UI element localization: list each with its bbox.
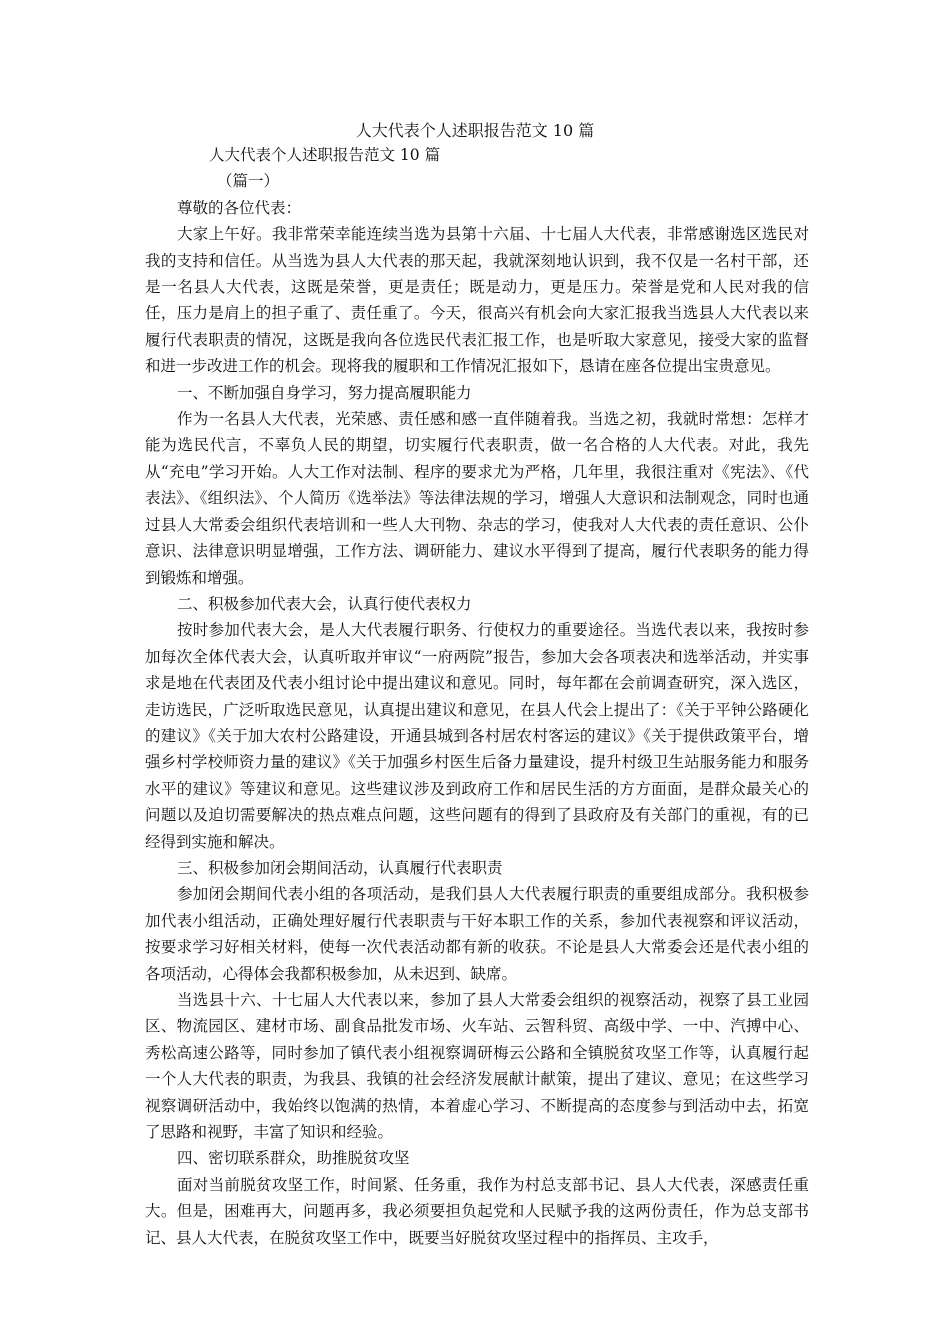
paragraph-section-3a: 参加闭会期间代表小组的各项活动，是我们县人大代表履行职责的重要组成部分。我积极参加代表小组活动，正确处理好履行代表职责与干好本职工作的关系，参加代表视察和评议活动，按要求学习好相关材料，使每一次代表活动都有新的收获。不论是县人大常委会还是代表小组的各项活动，心得体会我都积极参加，从未迟到、缺席。 xyxy=(145,885,809,983)
document-subtitle: 人大代表个人述职报告范文 10 篇 xyxy=(209,146,441,164)
paragraph-section-3b: 当选县十六、十七届人大代表以来，参加了县人大常委会组织的视察活动，视察了县工业园区、物流园区、建材市场、副食品批发市场、火车站、云智科贸、高级中学、一中、汽搏中心、秀松高速公路等，同时参加了镇代表小组视察调研梅云公路和全镇脱贫攻坚工作等，认真履行起一个人大代表的职责，为我县、我镇的社会经济发展献计献策，提出了建议、意见；在这些学习视察调研活动中，我始终以饱满的热情，本着虚心学习、不断提高的态度参与到活动中去，拓宽了思路和视野，丰富了知识和经验。 xyxy=(145,991,809,1142)
part-label: （篇一） xyxy=(217,172,280,191)
paragraph-section-2: 按时参加代表大会，是人大代表履行职务、行使权力的重要途径。当选代表以来，我按时参加每次全体代表大会，认真听取并审议“一府两院”报告，参加大会各项表决和选举活动，并实事求是地在代表团及代表小组讨论中提出建议和意见。同时，每年都在会前调查研究，深入选区，走访选民，广泛听取选民意见，认真提出建议和意见，在县人代会上提出了：《关于平钟公路硬化的建议》《关于加大农村公路建设，开通县城到各村居农村客运的建议》《关于提供政策平台，增强乡村学校师资力量的建议》《关于加强乡村医生后备力量建设，提升村级卫生站服务能力和服务水平的建议》等建议和意见。这些建议涉及到政府工作和居民生活的方方面面，是群众最关心的问题以及迫切需要解决的热点难点问题，这些问题有的得到了县政府及有关部门的重视，有的已经得到实施和解决。 xyxy=(145,621,809,851)
paragraph-intro: 大家上午好。我非常荣幸能连续当选为县第十六届、十七届人大代表，非常感谢选区选民对我的支持和信任。从当选为县人大代表的那天起，我就深刻地认识到，我不仅是一名村干部，还是一名县人大代表，这既是荣誉，更是责任；既是动力，更是压力。荣誉是党和人民对我的信任，压力是肩上的担子重了、责任重了。今天，很高兴有机会向大家汇报我当选县人大代表以来履行代表职责的情况，这既是我向各位选民代表汇报工作，也是听取大家意见，接受大家的监督和进一步改进工作的机会。现将我的履职和工作情况汇报如下，恳请在座各位提出宝贵意见。 xyxy=(145,225,809,376)
document-body xyxy=(145,142,809,1251)
section-heading-4: 四、密切联系群众，助推脱贫攻坚 xyxy=(177,1149,410,1168)
section-heading-1: 一、不断加强自身学习，努力提高履职能力 xyxy=(177,383,472,402)
section-heading-3: 三、积极参加闭会期间活动，认真履行代表职责 xyxy=(177,858,503,877)
paragraph-section-4: 面对当前脱贫攻坚工作，时间紧、任务重，我作为村总支部书记、县人大代表，深感责任重大。但是，困难再大，问题再多，我必须要担负起党和人民赋予我的这两份责任，作为总支部书记、县人大代表，在脱贫攻坚工作中，既要当好脱贫攻坚过程中的指挥员、主攻手， xyxy=(145,1175,809,1247)
salutation: 尊敬的各位代表： xyxy=(177,198,302,217)
document-title: 人大代表个人述职报告范文 10 篇 xyxy=(355,121,595,140)
section-heading-2: 二、积极参加代表大会，认真行使代表权力 xyxy=(177,594,472,613)
paragraph-section-1: 作为一名县人大代表，光荣感、责任感和感一直伴随着我。当选之初，我就时常想：怎样才能为选民代言，不辜负人民的期望，切实履行代表职责，做一名合格的人大代表。对此，我先从“充电”学习开始。人大工作对法制、程序的要求尤为严格，几年里，我很注重对《宪法》、《代表法》、《组织法》、个人简历《选举法》等法律法规的学习，增强人大意识和法制观念，同时也通过县人大常委会组织代表培训和一些人大刊物、杂志的学习，使我对人大代表的责任意识、公仆意识、法律意识明显增强，工作方法、调研能力、建议水平得到了提高，履行代表职务的能力得到锻炼和增强。 xyxy=(145,410,809,587)
